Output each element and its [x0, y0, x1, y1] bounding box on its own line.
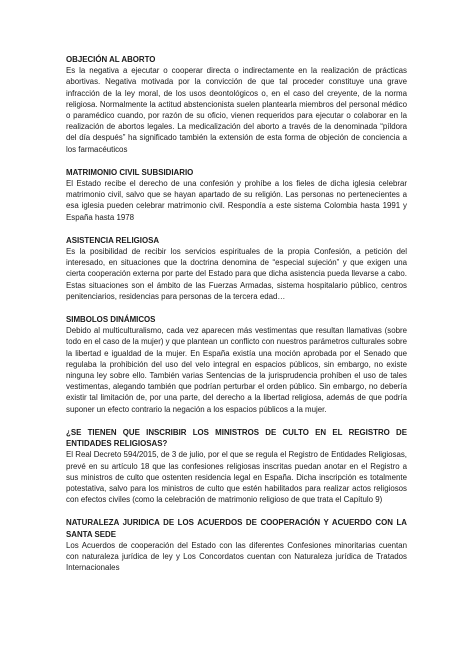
- section-heading: NATURALEZA JURIDICA DE LOS ACUERDOS DE COOPERACIÓN Y ACUERDO CON LA SANTA SEDE: [66, 518, 407, 539]
- section-body: Los Acuerdos de cooperación del Estado con las diferentes Confesiones minoritarias cuentan con naturaleza jurídica de ley y Los Concordatos cuentan con Naturaleza jurídica de Tratados Internacionales: [66, 540, 407, 573]
- section-asistencia-religiosa: [66, 235, 407, 302]
- section-naturaleza-juridica: [66, 517, 407, 573]
- section-body: Es la posibilidad de recibir los servicios espirituales de la propia Confesión, a petición del interesado, en situaciones que la doctrina denomina de “especial sujeción” y que exigen una cierta cooperación externa por parte del Estado para que dicha asistencia pueda llevarse a cabo. Estas situaciones son el ámbito de las Fuerzas Armadas, sistema hospitalario público, centros penitenciarios, residencias para personas de la tercera edad…: [66, 247, 407, 301]
- section-heading: OBJECIÓN AL ABORTO: [66, 55, 156, 64]
- section-body: Es la negativa a ejecutar o cooperar directa o indirectamente en la realización de prácticas abortivas. Negativa motivada por la convicción de que tal proceder constituye una grave infracción de la ley moral, de los usos deontológicos o, en el caso del creyente, de la norma religiosa. Normalmente la actitud abstencionista suelen plantearla miembros del personal médico o paramédico cuando, por razón de su oficio, vienen requeridos para ejecutar o colaborar en la realización de abortos legales. La medicalización del aborto a través de la denominada “píldora del día después” ha significado también la extensión de esta forma de objeción de conciencia a los farmacéuticos: [66, 66, 407, 154]
- section-body: Debido al multiculturalismo, cada vez aparecen más vestimentas que resultan llamativas (sobre todo en el caso de la mujer) y que plantean un conflicto con nuestros parámetros culturales sobre la libertad e igualdad de la mujer. En España existía una moción aprobada por el Senado que regulaba la prohibición del uso del velo integral en espacios públicos, sin embargo, no existe ninguna ley sobre ello. También varias Sentencias de la jurisprudencia prohíben el uso de tales vestimentas, alegando también que podrían perturbar el orden público. Sin embargo, no debería existir tal limitación de, por una parte, del derecho a la libertad religiosa, además de que podría suponer un efecto contrario la negación a los espacios públicos a la mujer.: [66, 326, 407, 414]
- section-objecion-aborto: [66, 54, 407, 155]
- section-heading: SIMBOLOS DINÁMICOS: [66, 315, 156, 325]
- section-simbolos-dinamicos: [66, 314, 407, 415]
- section-heading: ¿SE TIENEN QUE INSCRIBIR LOS MINISTROS DE CULTO EN EL REGISTRO DE ENTIDADES RELIGIOSAS?: [66, 427, 407, 449]
- section-body: El Estado recibe el derecho de una confesión y prohíbe a los fieles de dicha iglesia celebrar matrimonio civil, salvo que se hayan apartado de su religión. Las personas no pertenecientes a esa iglesia pueden celebrar matrimonio civil. Respondía a este sistema Colombia hasta 1991 y España hasta 1978: [66, 179, 407, 222]
- section-body: El Real Decreto 594/2015, de 3 de julio, por el que se regula el Registro de Entidades Religiosas, prevé en su artículo 18 que las confesiones religiosas inscritas puedan anotar en el Registro a sus ministros de culto que ostenten residencia legal en España. Dicha inscripción es totalmente potestativa, salvo para los ministros de culto que estén habilitados para realizar actos religiosos con efectos civiles (como la celebración de matrimonio religioso de que trata el Capítulo 9): [66, 450, 407, 505]
- section-ministros-culto: [66, 427, 407, 505]
- section-heading: ASISTENCIA RELIGIOSA: [66, 235, 160, 245]
- section-heading: MATRIMONIO CIVIL SUBSIDIARIO: [66, 167, 194, 177]
- section-matrimonio-civil: [66, 167, 407, 223]
- document-page: [66, 54, 407, 585]
